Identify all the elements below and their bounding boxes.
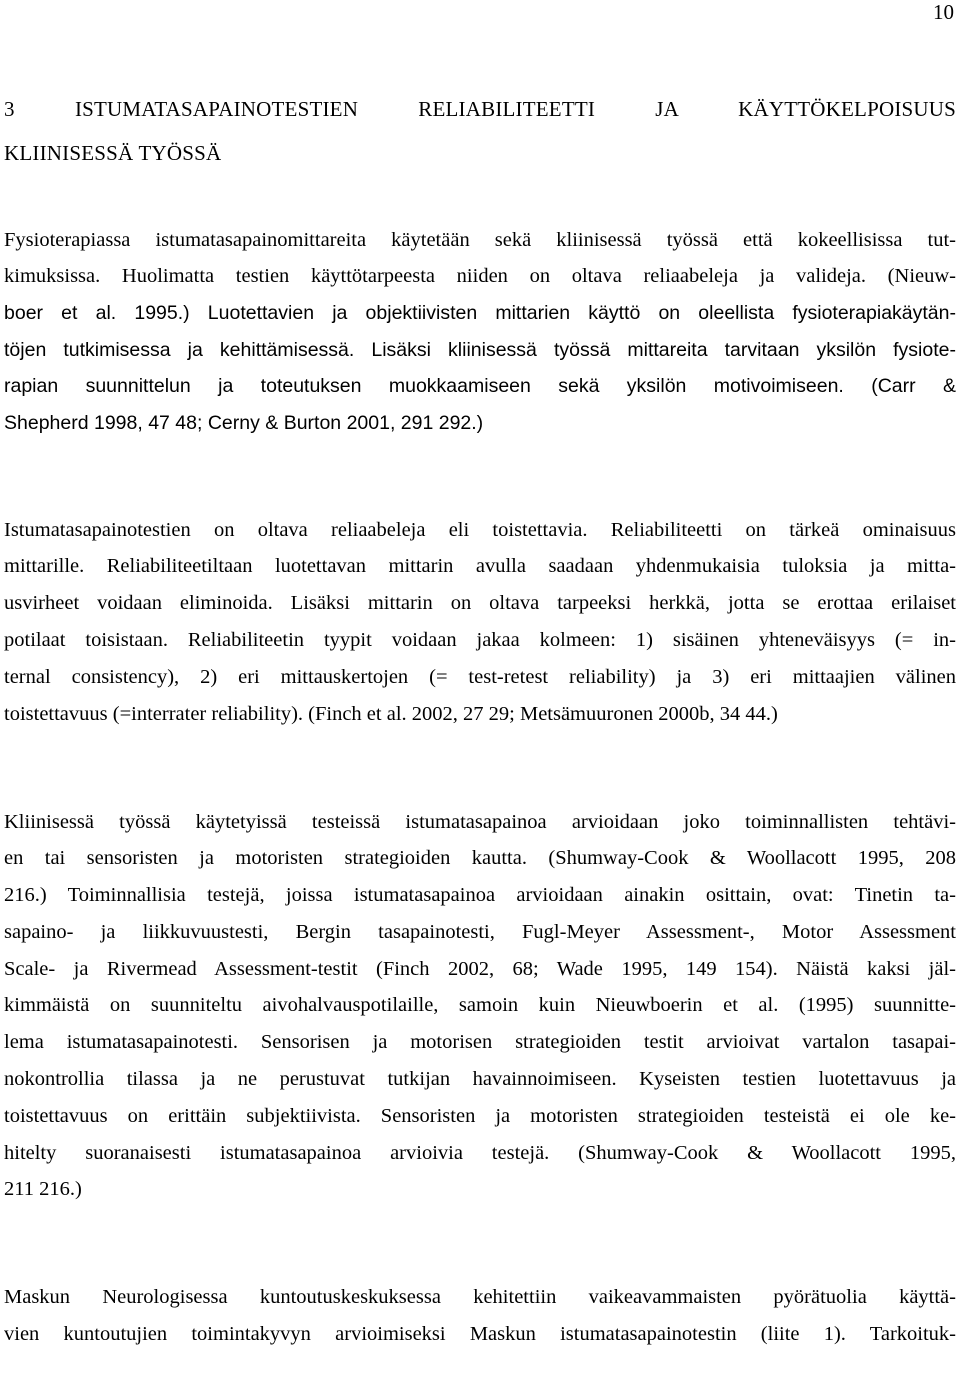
text-line: toistettavuus (=interrater reliability). (Finch et al. 2002, 27 29; Metsämuuronen 2000b, 34 44.) <box>4 703 778 725</box>
text-line: Kliinisessä työssä käytetyissä testeissä istumatasapainoa arvioidaan joko toiminnallisten tehtävi- <box>4 811 956 833</box>
text-line: usvirheet voidaan eliminoida. Lisäksi mittarin on oltava tarpeeksi herkkä, jotta se erottaa erilaiset <box>4 592 956 614</box>
text-line: Fysioterapiassa istumatasapainomittareita käytetään sekä kliinisessä työssä että kokeellisissa tut- <box>4 229 956 251</box>
text-line: Istumatasapainotestien on oltava reliaabeleja eli toistettavia. Reliabiliteetti on tärkeä ominaisuus <box>4 519 956 541</box>
text-line: boer et al. 1995.) Luotettavien ja objektiivisten mittarien käyttö on oleellista fysioterapiakäytän- <box>4 302 956 324</box>
text-line: sapaino- ja liikkuvuustesti, Bergin tasapainotesti, Fugl-Meyer Assessment-, Motor Assessment <box>4 921 956 943</box>
text-line: vien kuntoutujien toimintakyvyn arvioimiseksi Maskun istumatasapainotestin (liite 1). Tarkoituk- <box>4 1323 956 1345</box>
text-line: en tai sensoristen ja motoristen strategioiden kautta. (Shumway-Cook & Woollacott 1995, 208 <box>4 847 956 869</box>
text-line: toistettavuus on erittäin subjektiivista. Sensoristen ja motoristen strategioiden testeistä ei ole ke- <box>4 1105 956 1127</box>
text-line: Maskun Neurologisessa kuntoutuskeskuksessa kehitettiin vaikeavammaisten pyörätuolia käyttä- <box>4 1286 956 1308</box>
heading-line: 3 ISTUMATASAPAINOTESTIEN RELIABILITEETTI JA KÄYTTÖKELPOISUUS <box>4 97 956 121</box>
text-line: lema istumatasapainotesti. Sensorisen ja motorisen strategioiden testit arvioivat vartalon tasapai- <box>4 1031 956 1053</box>
text-line: töjen tutkimisessa ja kehittämisessä. Lisäksi kliinisessä työssä mittareita tarvitaan yksilön fysiote- <box>4 339 956 361</box>
page-number: 10 <box>933 0 954 24</box>
heading-line: KLIINISESSÄ TYÖSSÄ <box>4 141 222 165</box>
text-line: nokontrollia tilassa ja ne perustuvat tutkijan havainnoimiseen. Kyseisten testien luotettavuus ja <box>4 1068 956 1090</box>
text-line: ternal consistency), 2) eri mittauskertojen (= test-retest reliability) ja 3) eri mittaajien välinen <box>4 666 956 688</box>
text-line: rapian suunnittelun ja toteutuksen muokkaamiseen sekä yksilön motivoimiseen. (Carr & <box>4 375 956 397</box>
text-line: mittarille. Reliabiliteetiltaan luotettavan mittarin avulla saadaan yhdenmukaisia tuloksia ja mitta- <box>4 555 956 577</box>
text-line: 211 216.) <box>4 1178 82 1200</box>
text-line: kimmäistä on suunniteltu aivohalvauspotilaille, samoin kuin Nieuwboerin et al. (1995) suunnitte- <box>4 994 956 1016</box>
text-line: potilaat toisistaan. Reliabiliteetin tyypit voidaan jakaa kolmeen: 1) sisäinen yhteneväisyys (= in- <box>4 629 956 651</box>
text-line: Scale- ja Rivermead Assessment-testit (Finch 2002, 68; Wade 1995, 149 154). Näistä kaksi jäl- <box>4 958 956 980</box>
text-line: Shepherd 1998, 47 48; Cerny & Burton 2001, 291 292.) <box>4 412 484 434</box>
text-line: 216.) Toiminnallisia testejä, joissa istumatasapainoa arvioidaan ainakin osittain, ovat: Tinetin ta- <box>4 884 956 906</box>
text-line: kimuksissa. Huolimatta testien käyttötarpeesta niiden on oltava reliaabeleja ja valideja. (Nieuw- <box>4 265 956 287</box>
text-line: hitelty suoranaisesti istumatasapainoa arvioivia testejä. (Shumway-Cook & Woollacott 1995, <box>4 1142 956 1164</box>
